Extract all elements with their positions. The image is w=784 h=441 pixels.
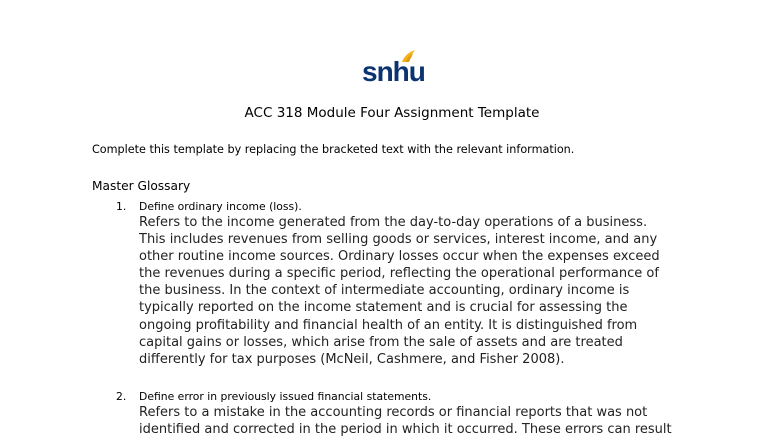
answer-line: the business. In the context of intermediate accounting, ordinary income is xyxy=(139,283,630,299)
logo-wordmark: snhu xyxy=(362,56,425,87)
list-item-number: 1. xyxy=(116,200,127,213)
answer-line: other routine income sources. Ordinary losses occur when the expenses exceed xyxy=(139,249,660,265)
snhu-logo xyxy=(362,48,425,87)
list-item-prompt: Define ordinary income (loss). xyxy=(139,200,302,213)
answer-line: This includes revenues from selling goods or services, interest income, and any xyxy=(139,232,658,248)
answer-line: identified and corrected in the period in which it occurred. These errors can result xyxy=(139,422,672,438)
answer-line: the revenues during a specific period, reflecting the operational performance of xyxy=(139,266,659,282)
answer-line: Refers to a mistake in the accounting records or financial reports that was not xyxy=(139,405,648,420)
answer-line: typically reported on the income statement and is crucial for assessing the xyxy=(139,300,628,316)
list-item-number: 2. xyxy=(116,390,127,403)
document-title: ACC 318 Module Four Assignment Template xyxy=(244,105,540,121)
answer-line: differently for tax purposes (McNeil, Cashmere, and Fisher 2008). xyxy=(139,351,565,367)
list-item-answer xyxy=(139,404,699,438)
answer-line: capital gains or losses, which arise from the sale of assets and are treated xyxy=(139,334,623,350)
answer-line: ongoing profitability and financial health of an entity. It is distinguished from xyxy=(139,317,638,333)
list-item-prompt: Define error in previously issued financial statements. xyxy=(139,390,432,403)
list-item-answer xyxy=(139,214,699,368)
instructions-text: Complete this template by replacing the bracketed text with the relevant information. xyxy=(92,143,575,156)
answer-line: Refers to the income generated from the day-to-day operations of a business. xyxy=(139,215,648,230)
section-heading: Master Glossary xyxy=(92,179,191,193)
